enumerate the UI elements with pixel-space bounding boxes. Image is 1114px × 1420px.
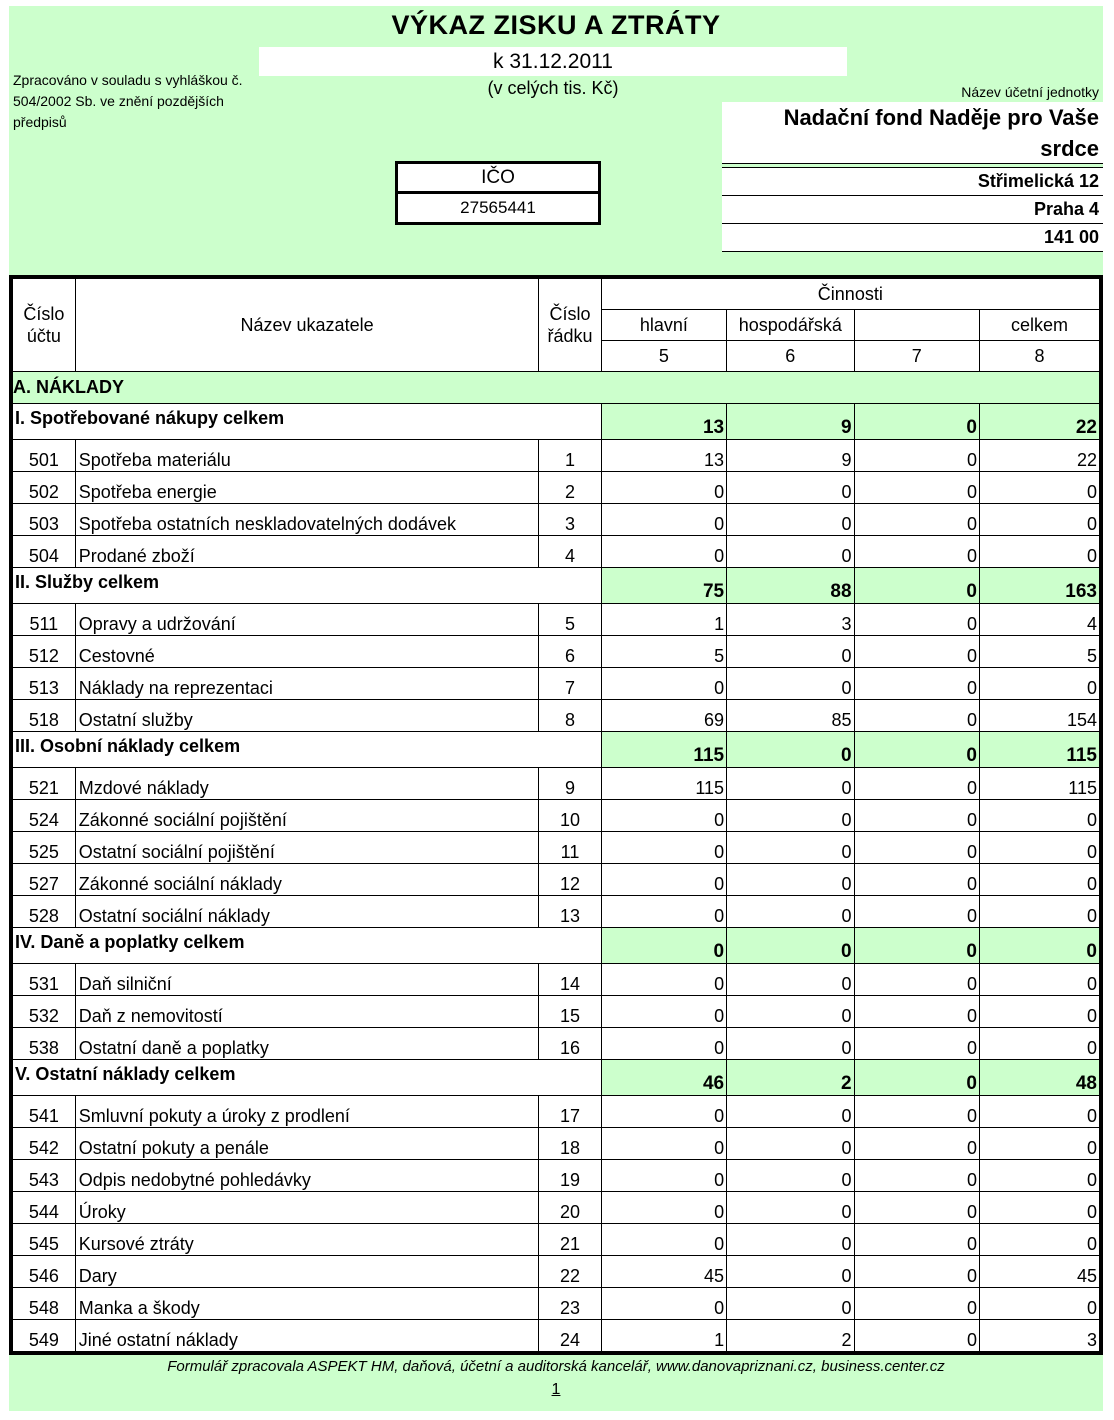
- entity-zip: 141 00: [722, 224, 1103, 252]
- table-row: [11, 896, 1101, 928]
- account-number: 527: [11, 864, 75, 896]
- indicator-name: Daň silniční: [75, 964, 539, 996]
- account-number: 549: [11, 1320, 75, 1354]
- indicator-name: Daň z nemovitostí: [75, 996, 539, 1028]
- line-number: 10: [539, 800, 601, 832]
- line-number: 11: [539, 832, 601, 864]
- report-title: VÝKAZ ZISKU A ZTRÁTY: [391, 10, 721, 40]
- indicator-name: Ostatní pokuty a penále: [75, 1128, 539, 1160]
- indicator-name: Cestovné: [75, 636, 539, 668]
- row-value: 0: [979, 964, 1101, 996]
- row-value: 0: [727, 1224, 854, 1256]
- col-header-main: hlavní: [601, 310, 726, 341]
- indicator-name: Mzdové náklady: [75, 768, 539, 800]
- row-value: 0: [854, 1224, 979, 1256]
- row-value: 0: [601, 472, 726, 504]
- row-value: 2: [727, 1320, 854, 1354]
- group-row: [11, 1060, 1101, 1096]
- group-value: 75: [601, 568, 726, 604]
- row-value: 0: [979, 668, 1101, 700]
- row-value: 0: [727, 1128, 854, 1160]
- account-number: 521: [11, 768, 75, 800]
- row-value: 0: [979, 832, 1101, 864]
- group-value: 2: [727, 1060, 854, 1096]
- group-value: 46: [601, 1060, 726, 1096]
- table-row: [11, 1096, 1101, 1128]
- group-value: 115: [979, 732, 1101, 768]
- indicator-name: Ostatní sociální náklady: [75, 896, 539, 928]
- ico-value: 27565441: [460, 198, 536, 217]
- indicator-name: Kursové ztráty: [75, 1224, 539, 1256]
- account-number: 502: [11, 472, 75, 504]
- table-row: [11, 636, 1101, 668]
- row-value: 0: [979, 1224, 1101, 1256]
- row-value: 115: [979, 768, 1101, 800]
- col-header-total: celkem: [979, 310, 1101, 341]
- account-number: 543: [11, 1160, 75, 1192]
- row-value: 0: [727, 1160, 854, 1192]
- group-value: 22: [979, 404, 1101, 440]
- row-value: 0: [727, 1028, 854, 1060]
- row-value: 0: [854, 1288, 979, 1320]
- row-value: 0: [979, 1160, 1101, 1192]
- entity-label: Název účetní jednotky: [961, 84, 1099, 100]
- table-row: [11, 1224, 1101, 1256]
- row-value: 0: [601, 504, 726, 536]
- indicator-name: Prodané zboží: [75, 536, 539, 568]
- account-number: 503: [11, 504, 75, 536]
- account-number: 504: [11, 536, 75, 568]
- table-row: [11, 1256, 1101, 1288]
- table-row: [11, 1288, 1101, 1320]
- table-row: [11, 1160, 1101, 1192]
- table-row: [11, 864, 1101, 896]
- line-number: 5: [539, 604, 601, 636]
- row-value: 0: [727, 896, 854, 928]
- row-value: 0: [854, 536, 979, 568]
- row-value: 0: [854, 1192, 979, 1224]
- row-value: 0: [601, 668, 726, 700]
- row-value: 0: [854, 1028, 979, 1060]
- row-value: 0: [601, 1224, 726, 1256]
- account-number: 501: [11, 440, 75, 472]
- table-row: [11, 1128, 1101, 1160]
- line-number: 22: [539, 1256, 601, 1288]
- row-value: 0: [601, 832, 726, 864]
- row-value: 9: [727, 440, 854, 472]
- line-number: 21: [539, 1224, 601, 1256]
- col-header-account: Číslo účtu: [11, 277, 75, 372]
- indicator-name: Zákonné sociální pojištění: [75, 800, 539, 832]
- row-value: 115: [601, 768, 726, 800]
- group-label: III. Osobní náklady celkem: [11, 732, 601, 768]
- row-value: 0: [979, 536, 1101, 568]
- row-value: 0: [979, 1288, 1101, 1320]
- group-value: 48: [979, 1060, 1101, 1096]
- indicator-name: Úroky: [75, 1192, 539, 1224]
- account-number: 513: [11, 668, 75, 700]
- row-value: 85: [727, 700, 854, 732]
- line-number: 17: [539, 1096, 601, 1128]
- row-value: 0: [979, 504, 1101, 536]
- row-value: 0: [854, 896, 979, 928]
- row-value: 0: [854, 964, 979, 996]
- row-value: 0: [601, 996, 726, 1028]
- row-value: 0: [727, 800, 854, 832]
- row-value: 5: [601, 636, 726, 668]
- indicator-name: Ostatní služby: [75, 700, 539, 732]
- indicator-name: Ostatní daně a poplatky: [75, 1028, 539, 1060]
- row-value: 0: [601, 1160, 726, 1192]
- col-header-line: Číslo řádku: [539, 277, 601, 372]
- table-row: [11, 472, 1101, 504]
- col-header-activities: Činnosti: [601, 277, 1101, 310]
- row-value: 0: [854, 1096, 979, 1128]
- col-header-economic: hospodářská: [727, 310, 854, 341]
- row-value: 0: [727, 964, 854, 996]
- row-value: 0: [854, 700, 979, 732]
- account-number: 541: [11, 1096, 75, 1128]
- table-row: [11, 832, 1101, 864]
- account-number: 511: [11, 604, 75, 636]
- legal-note: Zpracováno v souladu s vyhláškou č. 504/2002 Sb. ve znění pozdějších předpisů: [13, 72, 243, 130]
- line-number: 7: [539, 668, 601, 700]
- line-number: 15: [539, 996, 601, 1028]
- account-number: 546: [11, 1256, 75, 1288]
- account-number: 538: [11, 1028, 75, 1060]
- line-number: 6: [539, 636, 601, 668]
- row-value: 45: [979, 1256, 1101, 1288]
- indicator-name: Ostatní sociální pojištění: [75, 832, 539, 864]
- row-value: 0: [727, 636, 854, 668]
- row-value: 0: [601, 1096, 726, 1128]
- row-value: 0: [979, 1096, 1101, 1128]
- indicator-name: Jiné ostatní náklady: [75, 1320, 539, 1354]
- row-value: 0: [727, 668, 854, 700]
- table-row: [11, 536, 1101, 568]
- group-value: 88: [727, 568, 854, 604]
- ico-label: IČO: [398, 164, 598, 194]
- row-value: 22: [979, 440, 1101, 472]
- line-number: 3: [539, 504, 601, 536]
- row-value: 0: [854, 864, 979, 896]
- group-row: [11, 928, 1101, 964]
- group-value: 0: [727, 732, 854, 768]
- report-units: (v celých tis. Kč): [487, 78, 619, 98]
- row-value: 0: [979, 472, 1101, 504]
- line-number: 20: [539, 1192, 601, 1224]
- line-number: 2: [539, 472, 601, 504]
- table-row: [11, 504, 1101, 536]
- row-value: 0: [854, 768, 979, 800]
- account-number: 524: [11, 800, 75, 832]
- row-value: 0: [854, 604, 979, 636]
- indicator-name: Spotřeba energie: [75, 472, 539, 504]
- row-value: 0: [727, 768, 854, 800]
- line-number: 12: [539, 864, 601, 896]
- group-label: IV. Daně a poplatky celkem: [11, 928, 601, 964]
- row-value: 0: [727, 996, 854, 1028]
- col-number-7: 7: [854, 341, 979, 372]
- row-value: 0: [854, 440, 979, 472]
- row-value: 0: [854, 504, 979, 536]
- line-number: 9: [539, 768, 601, 800]
- line-number: 23: [539, 1288, 601, 1320]
- row-value: 0: [601, 964, 726, 996]
- account-number: 548: [11, 1288, 75, 1320]
- row-value: 0: [854, 1256, 979, 1288]
- row-value: 0: [727, 832, 854, 864]
- row-value: 0: [854, 668, 979, 700]
- row-value: 0: [727, 1096, 854, 1128]
- account-number: 544: [11, 1192, 75, 1224]
- indicator-name: Dary: [75, 1256, 539, 1288]
- row-value: 5: [979, 636, 1101, 668]
- group-row: [11, 732, 1101, 768]
- account-number: 532: [11, 996, 75, 1028]
- row-value: 45: [601, 1256, 726, 1288]
- row-value: 0: [601, 800, 726, 832]
- row-value: 0: [727, 504, 854, 536]
- row-value: 0: [727, 1288, 854, 1320]
- row-value: 1: [601, 604, 726, 636]
- table-row: [11, 1192, 1101, 1224]
- row-value: 0: [727, 472, 854, 504]
- row-value: 0: [854, 636, 979, 668]
- group-value: 0: [854, 732, 979, 768]
- row-value: 0: [854, 1128, 979, 1160]
- group-value: 9: [727, 404, 854, 440]
- line-number: 14: [539, 964, 601, 996]
- line-number: 1: [539, 440, 601, 472]
- line-number: 8: [539, 700, 601, 732]
- indicator-name: Náklady na reprezentaci: [75, 668, 539, 700]
- row-value: 0: [601, 1028, 726, 1060]
- line-number: 18: [539, 1128, 601, 1160]
- income-statement-table: [9, 275, 1103, 1355]
- table-row: [11, 964, 1101, 996]
- row-value: 0: [727, 864, 854, 896]
- col-header-name: Název ukazatele: [75, 277, 539, 372]
- row-value: 0: [727, 536, 854, 568]
- group-row: [11, 404, 1101, 440]
- account-number: 518: [11, 700, 75, 732]
- table-row: [11, 1028, 1101, 1060]
- group-label: II. Služby celkem: [11, 568, 601, 604]
- row-value: 0: [979, 800, 1101, 832]
- row-value: 0: [601, 536, 726, 568]
- account-number: 525: [11, 832, 75, 864]
- line-number: 16: [539, 1028, 601, 1060]
- row-value: 0: [601, 1192, 726, 1224]
- table-row: [11, 1320, 1101, 1354]
- row-value: 0: [601, 896, 726, 928]
- group-label: V. Ostatní náklady celkem: [11, 1060, 601, 1096]
- account-number: 531: [11, 964, 75, 996]
- indicator-name: Spotřeba ostatních neskladovatelných dodávek: [75, 504, 539, 536]
- report-page: [9, 6, 1103, 1411]
- group-value: 115: [601, 732, 726, 768]
- ico-box: [395, 161, 601, 225]
- indicator-name: Smluvní pokuty a úroky z prodlení: [75, 1096, 539, 1128]
- indicator-name: Opravy a udržování: [75, 604, 539, 636]
- group-value: 0: [601, 928, 726, 964]
- row-value: 0: [601, 864, 726, 896]
- row-value: 13: [601, 440, 726, 472]
- account-number: 545: [11, 1224, 75, 1256]
- row-value: 4: [979, 604, 1101, 636]
- table-row: [11, 700, 1101, 732]
- line-number: 24: [539, 1320, 601, 1354]
- row-value: 0: [601, 1128, 726, 1160]
- account-number: 512: [11, 636, 75, 668]
- row-value: 0: [854, 472, 979, 504]
- row-value: 0: [979, 1128, 1101, 1160]
- line-number: 4: [539, 536, 601, 568]
- indicator-name: Odpis nedobytné pohledávky: [75, 1160, 539, 1192]
- group-value: 0: [854, 404, 979, 440]
- group-label: I. Spotřebované nákupy celkem: [11, 404, 601, 440]
- table-row: [11, 996, 1101, 1028]
- group-value: 0: [979, 928, 1101, 964]
- group-row: [11, 568, 1101, 604]
- group-value: 163: [979, 568, 1101, 604]
- row-value: 0: [854, 832, 979, 864]
- row-value: 0: [854, 1160, 979, 1192]
- line-number: 13: [539, 896, 601, 928]
- footer-note: Formulář zpracovala ASPEKT HM, daňová, účetní a auditorská kancelář, www.danovapriznani.cz, business.center.cz: [167, 1358, 945, 1375]
- indicator-name: Manka a škody: [75, 1288, 539, 1320]
- table-row: [11, 668, 1101, 700]
- entity-box: [722, 102, 1103, 252]
- row-value: 0: [979, 896, 1101, 928]
- row-value: 3: [727, 604, 854, 636]
- col-number-5: 5: [601, 341, 726, 372]
- row-value: 0: [854, 996, 979, 1028]
- group-value: 0: [854, 1060, 979, 1096]
- table-row: [11, 768, 1101, 800]
- table-row: [11, 440, 1101, 472]
- group-value: 0: [727, 928, 854, 964]
- report-date: k 31.12.2011: [259, 47, 847, 76]
- table-row: [11, 604, 1101, 636]
- indicator-name: Spotřeba materiálu: [75, 440, 539, 472]
- row-value: 0: [727, 1192, 854, 1224]
- entity-city: Praha 4: [722, 196, 1103, 224]
- indicator-name: Zákonné sociální náklady: [75, 864, 539, 896]
- page-number: 1: [551, 1381, 561, 1398]
- group-value: 0: [854, 568, 979, 604]
- group-value: 0: [854, 928, 979, 964]
- table-row: [11, 800, 1101, 832]
- group-value: 13: [601, 404, 726, 440]
- row-value: 0: [727, 1256, 854, 1288]
- line-number: 19: [539, 1160, 601, 1192]
- row-value: 0: [979, 864, 1101, 896]
- row-value: 0: [601, 1288, 726, 1320]
- row-value: 1: [601, 1320, 726, 1354]
- row-value: 0: [854, 800, 979, 832]
- row-value: 154: [979, 700, 1101, 732]
- row-value: 3: [979, 1320, 1101, 1354]
- account-number: 542: [11, 1128, 75, 1160]
- row-value: 0: [979, 1192, 1101, 1224]
- account-number: 528: [11, 896, 75, 928]
- col-number-6: 6: [727, 341, 854, 372]
- entity-street: Střimelická 12: [722, 168, 1103, 196]
- entity-name: Nadační fond Naděje pro Vaše srdce: [722, 102, 1103, 164]
- row-value: 0: [979, 1028, 1101, 1060]
- row-value: 0: [854, 1320, 979, 1354]
- col-number-8: 8: [979, 341, 1101, 372]
- section-a-heading: A. NÁKLADY: [11, 372, 1101, 404]
- row-value: 69: [601, 700, 726, 732]
- row-value: 0: [979, 996, 1101, 1028]
- col-header-7: [854, 310, 979, 341]
